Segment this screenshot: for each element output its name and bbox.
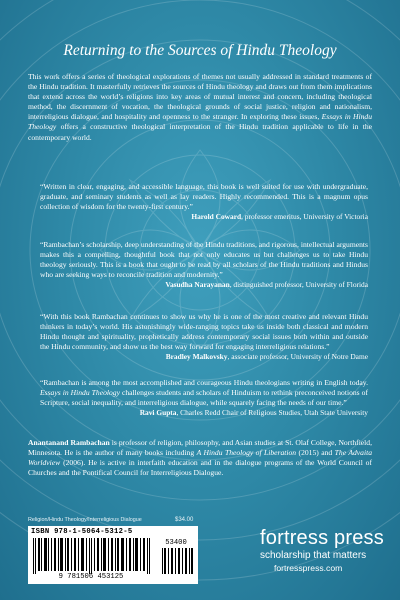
barcode-box xyxy=(28,526,198,584)
bio-text-3: (2006). He is active in interfaith education and in the dialogue programs of the World Council of Churches and the Pontifical Council for Interreligious Dialogue. xyxy=(28,458,372,478)
quote-author: Bradley Malkovsky xyxy=(165,352,228,362)
isbn-label: ISBN 978-1-5064-5312-5 xyxy=(31,528,133,536)
quote-affiliation: , distinguished professor, University of Florida xyxy=(229,280,368,290)
quote-affiliation: , Charles Redd Chair of Religious Studies, Utah State University xyxy=(176,408,368,418)
quote-attribution xyxy=(40,408,368,418)
bio-text-2: (2015) and xyxy=(296,448,335,458)
bio-author-name: Anantanand Rambachan xyxy=(28,438,110,447)
intro-paragraph xyxy=(28,72,372,143)
quote-attribution xyxy=(40,352,368,362)
publisher-name: fortress press xyxy=(260,527,384,549)
quote-attribution xyxy=(40,212,368,222)
barcode-addon-number: 53400 xyxy=(165,539,187,547)
quote-attribution xyxy=(40,280,368,290)
quote-text: “With this book Rambachan continues to show us why he is one of the most creative and relevant Hindu thinkers in today’s world. His astonishingly wide-ranging topics take us inside both classical and modern Hindu thought and spirituality, prophetically address contemporary social issues both within and outside the Hindu community, and show us the best way forward for engaging interreligious relations.” xyxy=(40,312,368,352)
intro-text-1: This work offers a series of theological explorations of themes not usually addressed in standard treatments of the Hindu tradition. It masterfully retrieves the sources of Hindu theology and draws out from them implications that extend across the world’s religions into key areas of mutual interest and concern, including theological method, the discernment of vocation, the theological grounds of social justice, religion and nationalism, interreligious dialogue, and hospitality and openness to the stranger. In exploring these issues, xyxy=(28,72,372,122)
publisher-url: fortresspress.com xyxy=(274,563,343,573)
quote-author: Vasudha Narayanan xyxy=(165,280,230,290)
endorsement-quote xyxy=(40,378,368,418)
category-label: Religion/Hindu Theology/Interreligious Dialogue xyxy=(28,517,142,523)
bio-book-1: A Hindu Theology of Liberation xyxy=(196,448,297,458)
quote-author: Harold Coward xyxy=(191,212,242,222)
bio-book-2: The Advaita Worldview xyxy=(28,448,372,468)
cover-title: Returning to the Sources of Hindu Theology xyxy=(63,42,337,59)
quote-affiliation: , associate professor, University of Notre Dame xyxy=(227,352,368,362)
endorsement-quote xyxy=(40,182,368,222)
price-label: $34.00 xyxy=(175,517,194,523)
quote-text-part1: “Rambachan is among the most accomplished and courageous Hindu theologians writing in English today. xyxy=(40,378,368,387)
publisher-block xyxy=(260,527,400,575)
quote-author: Ravi Gupta xyxy=(139,408,177,418)
quote-affiliation: , professor emeritus, University of Victoria xyxy=(241,212,368,222)
barcode-number: 9 781506 453125 xyxy=(58,573,124,581)
quote-text: “Rambachan’s scholarship, deep understanding of the Hindu traditions, and rigorous, intellectual arguments makes this a compelling, thoughtful book that not only educates us but challenges us to take Hindu theology seriously. This is a book that ought to be read by all scholars of the Hindu traditions and Hindus who are seeking ways to reconcile tradition and modernity.” xyxy=(40,240,368,280)
quote-text: “Written in clear, engaging, and accessible language, this book is well suited for use with undergraduate, graduate, and seminary students as well as lay readers. Highly recommended. This is a magnum opus collection of wisdom for the twenty-first century.” xyxy=(40,182,368,212)
endorsement-quote xyxy=(40,240,368,290)
intro-text-2: offers a constructive theological interpretation of the Hindu tradition applicable to life in the contemporary world. xyxy=(28,122,372,142)
bio-text-1: is professor of religion, philosophy, and Asian studies at St. Olaf College, Northfield, Minnesota. He is the author of many books including xyxy=(28,438,372,458)
intro-book-title: Essays in Hindu Theology xyxy=(28,112,373,132)
publisher-tagline: scholarship that matters xyxy=(260,550,367,561)
quote-book-title: Essays in Hindu Theology xyxy=(40,388,120,398)
endorsement-quote xyxy=(40,312,368,362)
author-bio xyxy=(28,438,372,478)
quote-text-part2: challenges students and scholars of Hinduism to rethink preconceived notions of Scripture, social inequality, and interreligious dialogue, while squarely facing the needs of our time.” xyxy=(40,388,368,408)
